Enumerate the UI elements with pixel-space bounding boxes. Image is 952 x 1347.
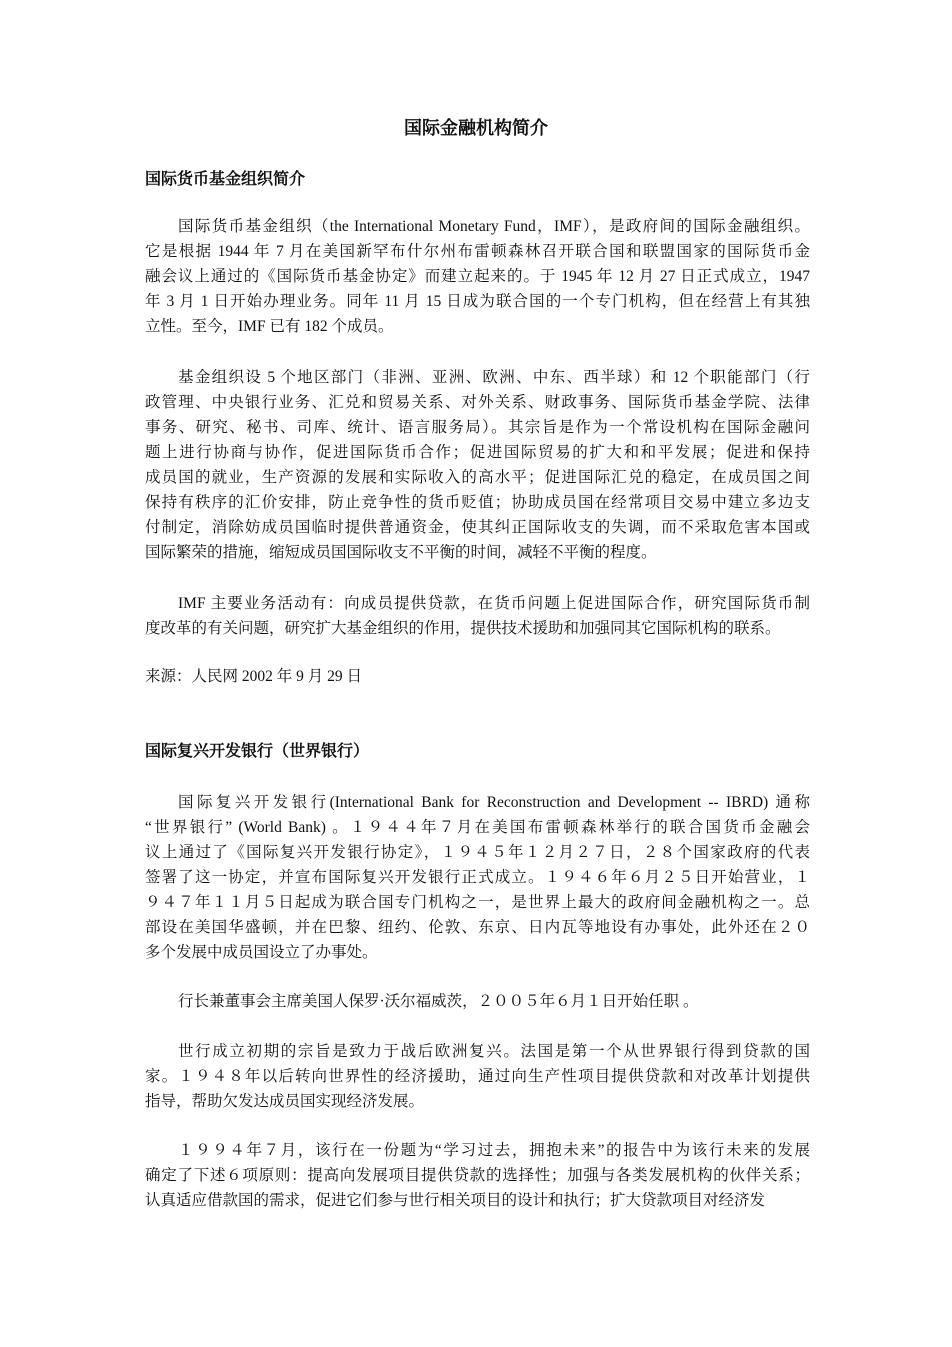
- paragraph-line: 家。１９４８年以后转向世界性的经济援助，通过向生产性项目提供贷款和对改革计划提供: [145, 1068, 810, 1085]
- paragraph-line: 融会议上通过的《国际货币基金协定》而建立起来的。于 1945 年 12 月 27 日正式成立，1947: [145, 268, 810, 285]
- paragraph-line: 基金组织设 5 个地区部门（非洲、亚洲、欧洲、中东、西半球）和 12 个职能部门（行: [178, 369, 810, 386]
- paragraph-line: ９４７年１１月５日起成为联合国专门机构之一，是世界上最大的政府间金融机构之一。总: [145, 894, 810, 911]
- paragraph-line: 议上通过了《国际复兴开发银行协定》，１９４５年１２月２７日，２８个国家政府的代表: [145, 844, 810, 861]
- paragraph-ibrd-purpose: [145, 1039, 810, 1114]
- paragraph-line: 多个发展中成员国设立了办事处。: [145, 944, 378, 961]
- paragraph-line: 题上进行协商与协作，促进国际货币合作；促进国际贸易的扩大和和平发展；促进和保持: [145, 444, 810, 461]
- section-heading-imf: 国际货币基金组织简介: [145, 171, 306, 188]
- paragraph-line: 付制定，消除妨成员国临时提供普通资金，使其纠正国际收支的失调，而不采取危害本国或: [145, 519, 810, 536]
- paragraph-line: 保持有秩序的汇价安排，防止竞争性的货币贬值；协助成员国在经常项目交易中建立多边支: [145, 494, 810, 511]
- paragraph-imf-activities: [145, 591, 810, 641]
- paragraph-imf-overview: [145, 214, 810, 339]
- paragraph-imf-departments: [145, 365, 810, 565]
- section-heading-ibrd: 国际复兴开发银行（世界银行）: [145, 743, 370, 760]
- paragraph-line: 认真适应借款国的需求，促进它们参与世行相关项目的设计和执行；扩大贷款项目对经济发: [145, 1192, 766, 1209]
- paragraph-ibrd-principles: [145, 1138, 810, 1213]
- paragraph-line: 度改革的有关问题，研究扩大基金组织的作用，提供技术援助和加强同其它国际机构的联系。: [145, 620, 781, 637]
- paragraph-line: IMF 主要业务活动有：向成员提供贷款，在货币问题上促进国际合作，研究国际货币制: [178, 595, 810, 612]
- paragraph-line: 签署了这一协定，并宣布国际复兴开发银行正式成立。１９４６年６月２５日开始营业，１: [145, 869, 810, 886]
- paragraph-line: １９９４年７月，该行在一份题为“学习过去，拥抱未来”的报告中为该行未来的发展: [178, 1142, 810, 1159]
- paragraph-line: 世行成立初期的宗旨是致力于战后欧洲复兴。法国是第一个从世界银行得到贷款的国: [178, 1043, 810, 1060]
- paragraph-line: 国际货币基金组织（the International Monetary Fund，IMF），是政府间的国际金融组织。: [178, 218, 810, 235]
- paragraph-line: 指导，帮助欠发达成员国实现经济发展。: [145, 1093, 425, 1110]
- paragraph-line: 事务、研究、秘书、司库、统计、语言服务局）。其宗旨是作为一个常设机构在国际金融问: [145, 419, 810, 436]
- paragraph-line: 部设在美国华盛顿，并在巴黎、纽约、伦敦、东京、日内瓦等地设有办事处，此外还在２０: [145, 919, 810, 936]
- paragraph-line: 它是根据 1944 年 7 月在美国新罕布什尔州布雷顿森林召开联合国和联盟国家的国际货币金: [145, 243, 810, 260]
- paragraph-line: 成员国的就业，生产资源的发展和实际收入的高水平；促进国际汇兑的稳定，在成员国之间: [145, 469, 810, 486]
- paragraph-line: 国际繁荣的措施，缩短成员国国际收支不平衡的时间，减轻不平衡的程度。: [145, 544, 657, 561]
- paragraph-ibrd-overview: [145, 790, 810, 965]
- paragraph-line: 确定了下述６项原则：提高向发展项目提供贷款的选择性；加强与各类发展机构的伙伴关系；: [145, 1167, 810, 1184]
- document-title: 国际金融机构简介: [404, 118, 548, 138]
- source-citation: 来源：人民网 2002 年 9 月 29 日: [145, 668, 363, 685]
- paragraph-line: 政管理、中央银行业务、汇兑和贸易关系、对外关系、财政事务、国际货币基金学院、法律: [145, 394, 810, 411]
- paragraph-line: 国际复兴开发银行(International Bank for Reconstruction and Development -- IBRD) 通称: [178, 794, 810, 811]
- paragraph-line: “世界银行” (World Bank) 。１９４４年７月在美国布雷顿森林举行的联合国货币金融会: [145, 819, 810, 836]
- paragraph-ibrd-president: [145, 989, 810, 1014]
- paragraph-line: 年 3 月 1 日开始办理业务。同年 11 月 15 日成为联合国的一个专门机构，但在经营上有其独: [145, 293, 810, 310]
- paragraph-line: 行长兼董事会主席美国人保罗·沃尔福威茨，２００５年６月１日开始任职 。: [178, 993, 699, 1010]
- paragraph-line: 立性。至今，IMF 已有 182 个成员。: [145, 318, 394, 335]
